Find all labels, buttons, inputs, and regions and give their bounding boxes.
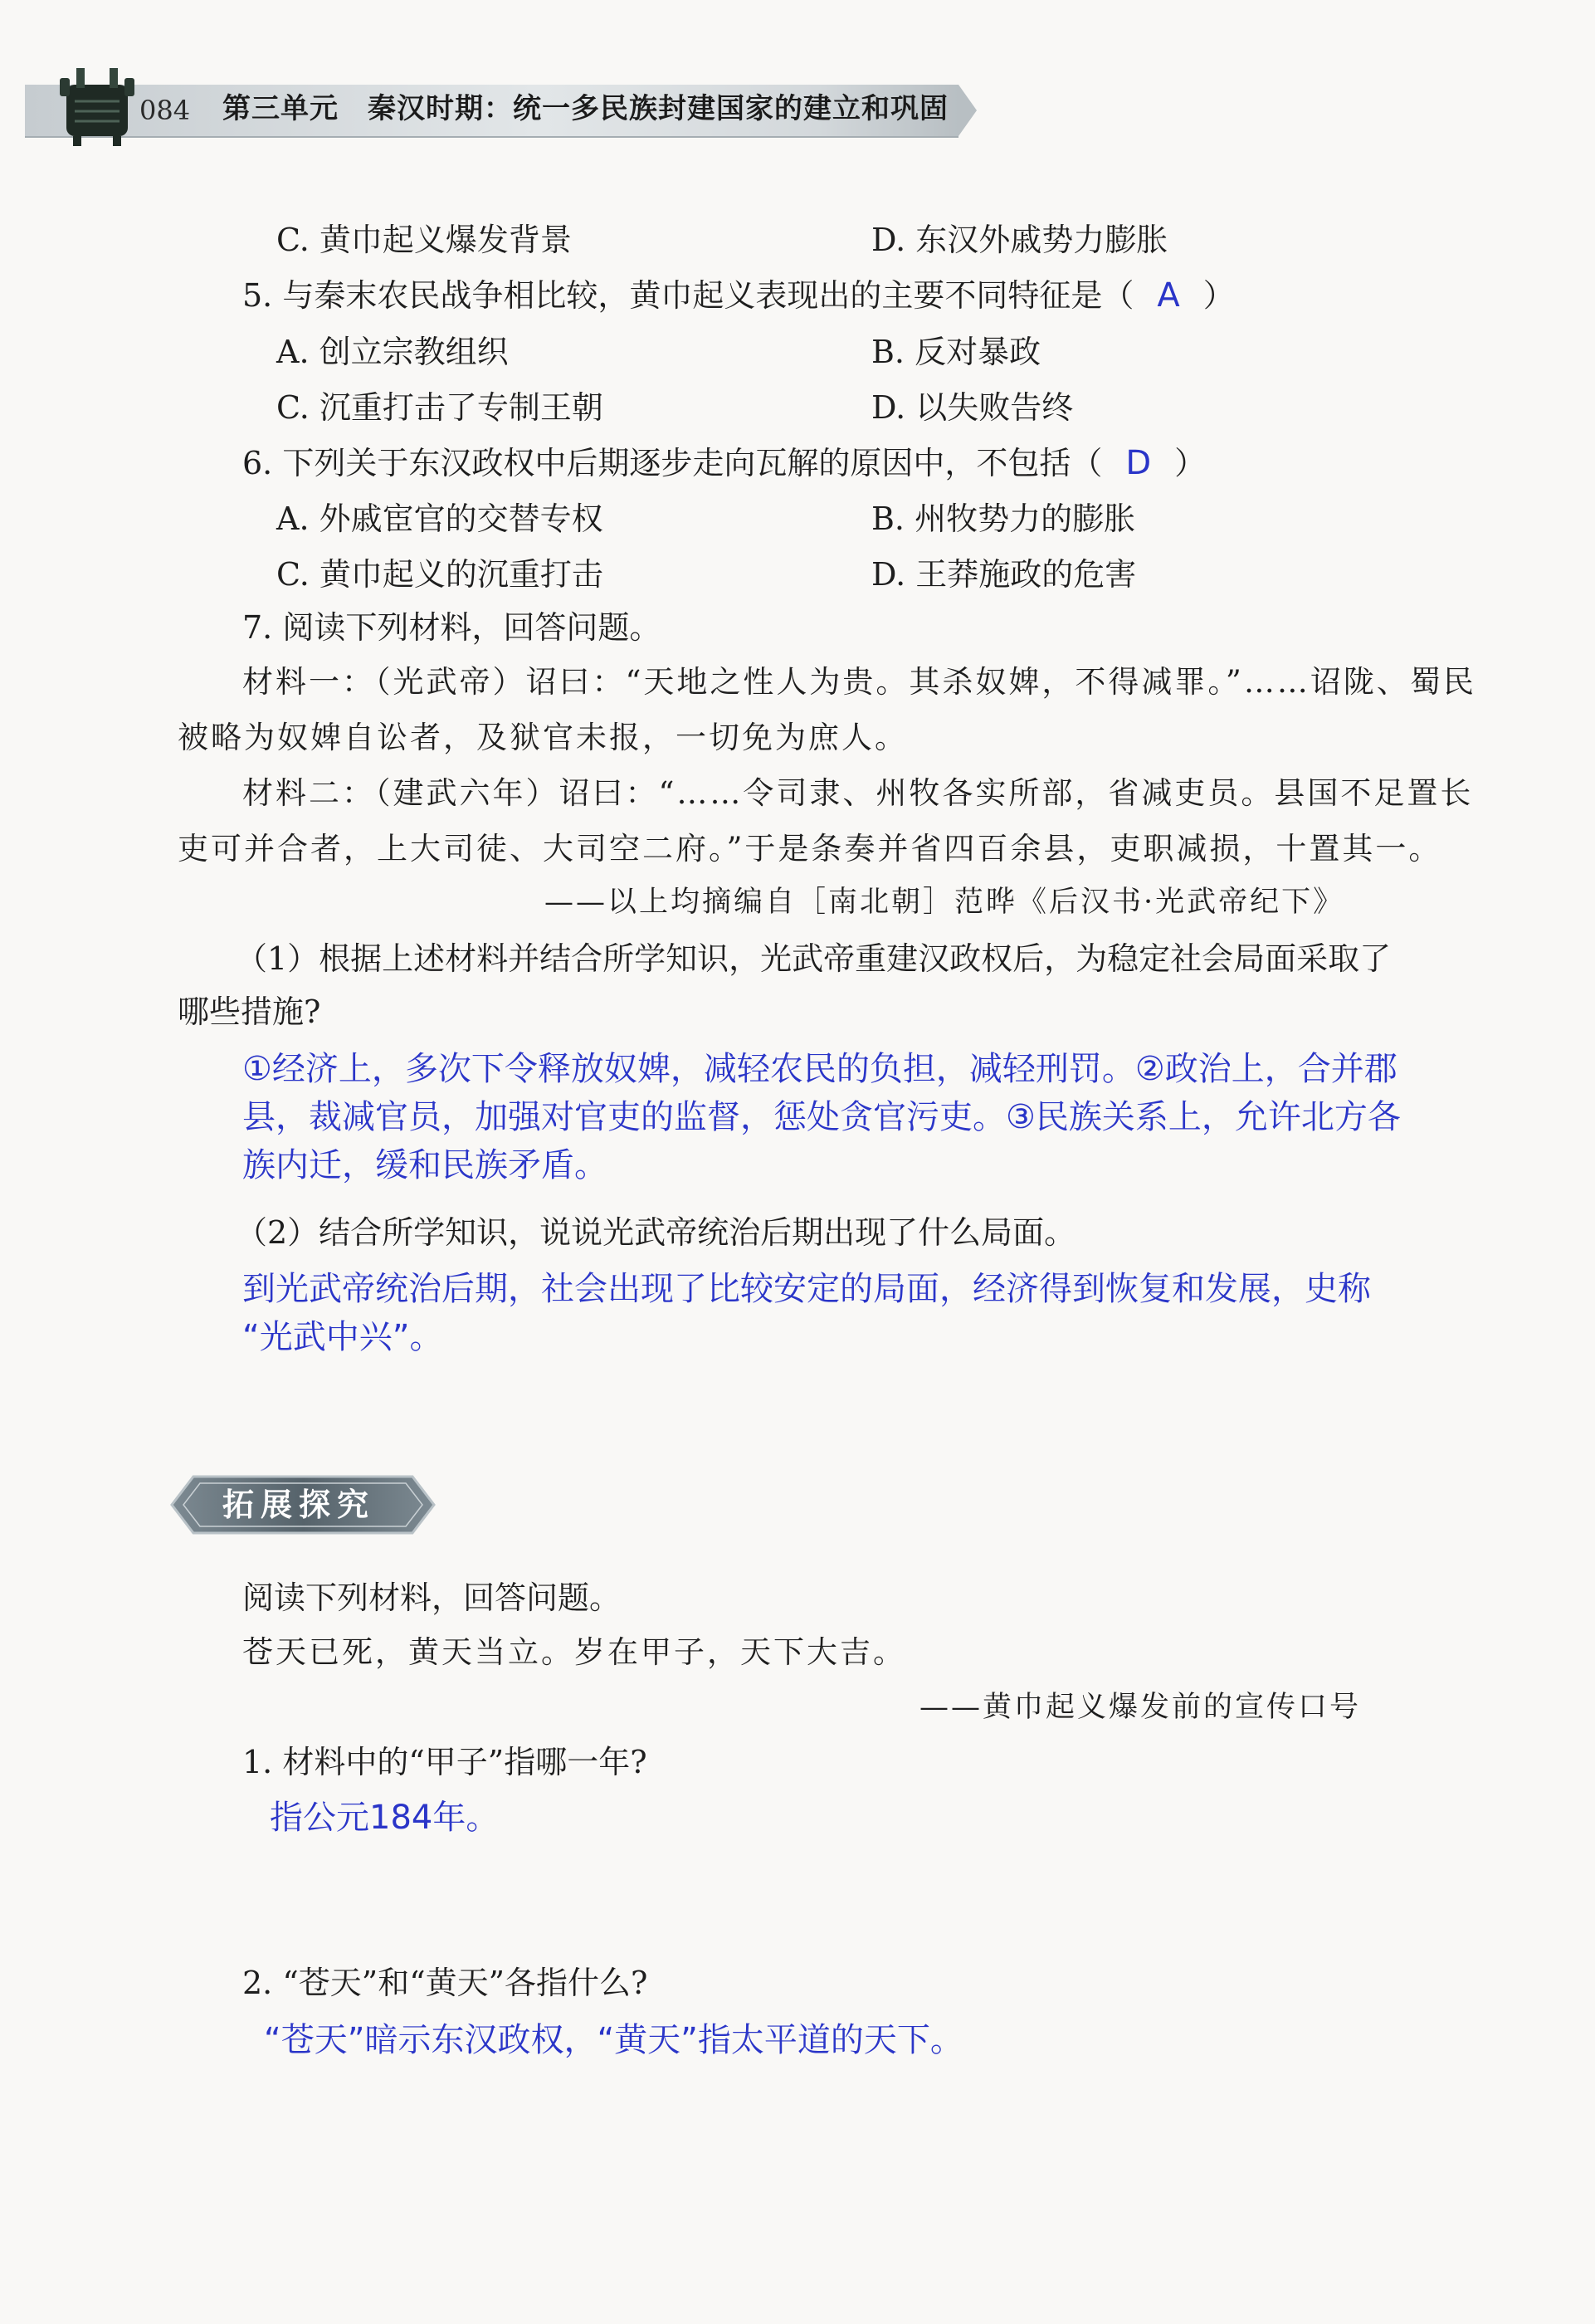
q7-material2-line2: 吏可并合者，上大司徒、大司空二府。”于是条奏并省四百余县，吏职减损，十置其一。 [178,831,1442,867]
option-d-prev: D. 东汉外戚势力膨胀 [871,222,1168,258]
q7-sub1-line1: （1）根据上述材料并结合所学知识，光武帝重建汉政权后，为稳定社会局面采取了 [236,940,1392,977]
expand-intro: 阅读下列材料，回答问题。 [242,1579,622,1616]
q6-option-c: C. 黄巾起义的沉重打击 [276,556,603,593]
q7-sub1-line2: 哪些措施? [178,994,321,1030]
q7-answer2 [242,1265,1371,1361]
q6-close: ） [1174,445,1207,481]
q7-source: ——以上均摘编自［南北朝］范晔《后汉书·光武帝纪下》 [544,886,1345,919]
q6-option-b: B. 州牧势力的膨胀 [871,500,1136,537]
section-badge-label: 拓展探究 [222,1486,376,1523]
q5-option-b: B. 反对暴政 [871,334,1041,370]
expand-q2: 2. “苍天”和“黄天”各指什么? [242,1965,648,2001]
unit-title: 第三单元 秦汉时期：统一多民族封建国家的建立和巩固 [222,92,949,125]
q7-stem: 7. 阅读下列材料，回答问题。 [242,609,661,646]
q7-material2-line1: 材料二：（建武六年）诏曰：“……令司隶、州牧各实所部，省减吏员。县国不足置长 [242,775,1474,811]
option-c-prev: C. 黄巾起义爆发背景 [276,222,572,258]
expand-answer2: “苍天”暗示东汉政权，“黄天”指太平道的天下。 [264,2021,963,2059]
q7-answer1-line1: ①经济上，多次下令释放奴婢，减轻农民的负担，减轻刑罚。②政治上，合并郡 [242,1050,1397,1088]
expand-slogan-source: ——黄巾起义爆发前的宣传口号 [919,1691,1362,1724]
bronze-vessel-icon [51,60,143,151]
q7-answer2-line1: 到光武帝统治后期，社会出现了比较安定的局面，经济得到恢复和发展，史称 [242,1270,1371,1308]
q6-stem [242,442,1206,484]
q7-answer1 [242,1045,1401,1189]
q5-stem-text: 5. 与秦末农民战争相比较，黄巾起义表现出的主要不同特征是（ [242,277,1134,314]
q7-material1-line1: 材料一：（光武帝）诏曰：“天地之性人为贵。其杀奴婢，不得减罪。”……诏陇、蜀民 [242,664,1476,700]
q7-sub2: （2）结合所学知识，说说光武帝统治后期出现了什么局面。 [236,1214,1076,1251]
q5-option-d: D. 以失败告终 [871,389,1074,426]
expand-answer1: 指公元184年。 [270,1799,500,1837]
q6-stem-text: 6. 下列关于东汉政权中后期逐步走向瓦解的原因中，不包括（ [242,445,1103,481]
q6-option-a: A. 外戚宦官的交替专权 [276,500,603,537]
q5-option-a: A. 创立宗教组织 [276,334,509,370]
q5-stem [242,275,1235,316]
q7-answer1-line3: 族内迁，缓和民族矛盾。 [242,1146,607,1184]
q7-answer1-line2: 县，裁减官员，加强对官吏的监督，惩处贪官污吏。③民族关系上，允许北方各 [242,1098,1401,1136]
q6-answer: D [1125,444,1152,482]
expand-slogan: 苍天已死，黄天当立。岁在甲子，天下大吉。 [242,1634,906,1670]
expand-q1: 1. 材料中的“甲子”指哪一年? [242,1744,647,1780]
q5-close: ） [1202,277,1235,314]
q6-option-d: D. 王莽施政的危害 [871,556,1137,593]
q5-option-c: C. 沉重打击了专制王朝 [276,389,603,426]
q7-answer2-line2: “光武中兴”。 [242,1318,443,1356]
page-number: 084 [139,95,191,126]
q7-material1-line2: 被略为奴婢自讼者，及狱官未报，一切免为庶人。 [178,720,908,755]
q5-answer: A [1157,276,1180,315]
